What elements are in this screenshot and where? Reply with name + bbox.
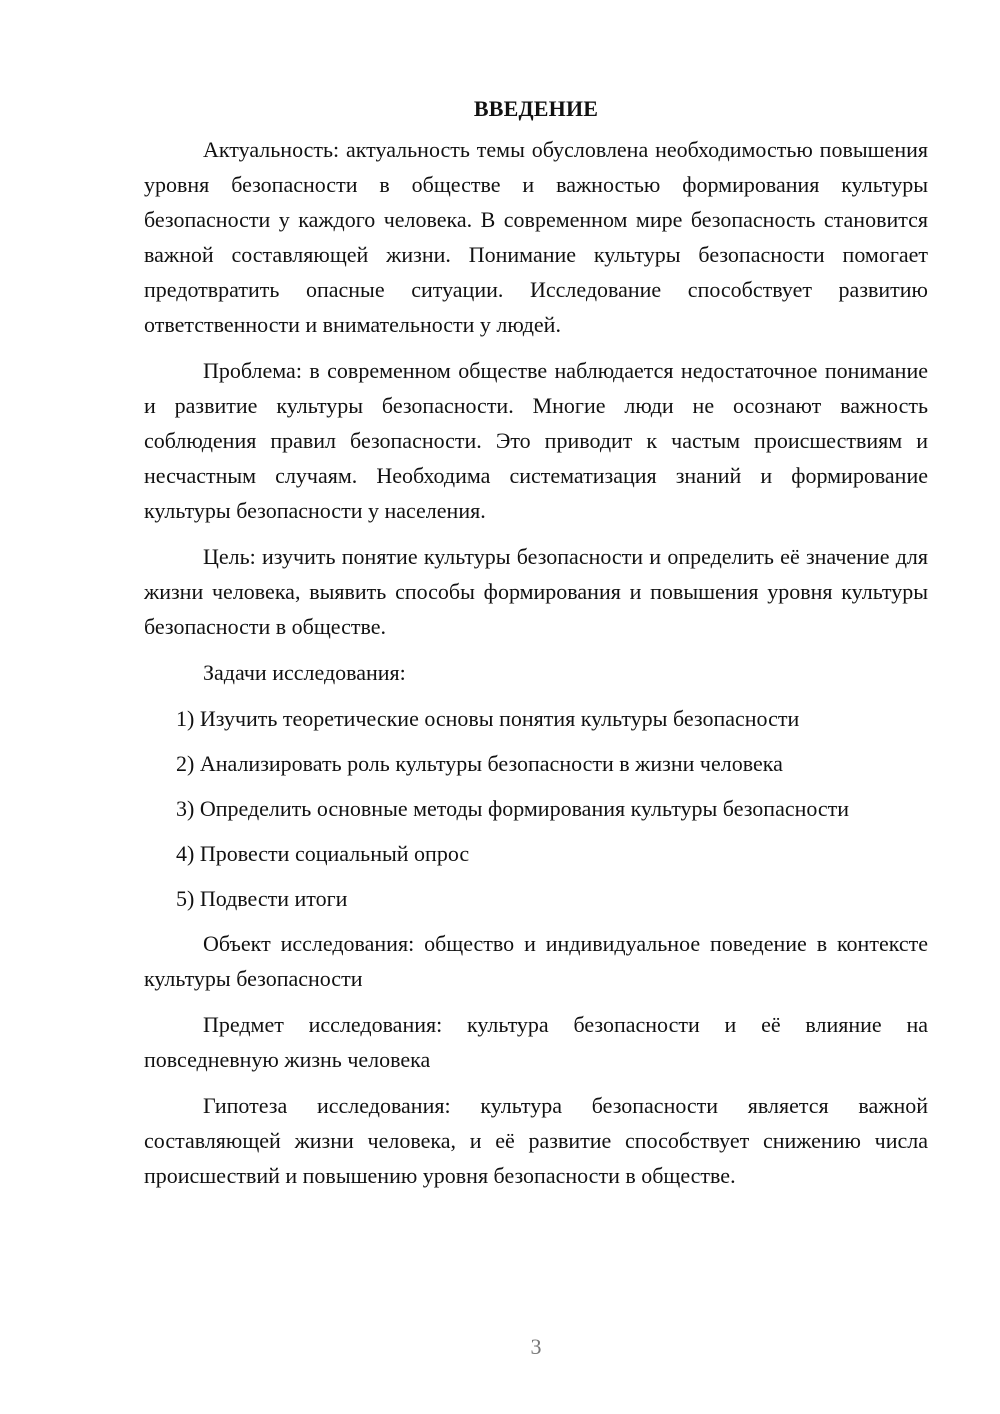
problem-paragraph: Проблема: в современном обществе наблюдается недостаточное понимание и развитие культуры безопасности. Многие люди не осознают важность соблюдения правил безопасности. Это приводит к частым происшествиям и несчастным случаям. Необходима систематизация знаний и формирование культуры безопасности у населения. [144, 358, 928, 523]
subject-paragraph: Предмет исследования: культура безопасности и её влияние на повседневную жизнь человека [144, 1012, 928, 1072]
hypothesis-paragraph: Гипотеза исследования: культура безопасности является важной составляющей жизни человека, и её развитие способствует снижению числа происшествий и повышению уровня безопасности в обществе. [144, 1093, 928, 1188]
page-content [144, 92, 928, 1204]
page-number: 3 [530, 1334, 542, 1359]
relevance-paragraph: Актуальность: актуальность темы обусловлена необходимостью повышения уровня безопасности в обществе и важностью формирования культуры безопасности у каждого человека. В современном мире безопасность становится важной составляющей жизни. Понимание культуры безопасности помогает предотвратить опасные ситуации. Исследование способствует развитию ответственности и внимательности у людей. [144, 137, 928, 337]
task-item-4: 4) Провести социальный опрос [176, 841, 470, 866]
task-item-2: 2) Анализировать роль культуры безопасности в жизни человека [176, 751, 783, 776]
task-item-3: 3) Определить основные методы формирования культуры безопасности [176, 796, 850, 821]
object-paragraph: Объект исследования: общество и индивидуальное поведение в контексте культуры безопасности [144, 931, 928, 991]
goal-paragraph: Цель: изучить понятие культуры безопасности и определить её значение для жизни человека, выявить способы формирования и повышения уровня культуры безопасности в обществе. [144, 544, 928, 639]
tasks-list [144, 701, 928, 916]
section-title: ВВЕДЕНИЕ [473, 96, 599, 121]
tasks-heading: Задачи исследования: [203, 660, 406, 685]
task-item-1: 1) Изучить теоретические основы понятия культуры безопасности [176, 706, 800, 731]
task-item-5: 5) Подвести итоги [176, 886, 348, 911]
